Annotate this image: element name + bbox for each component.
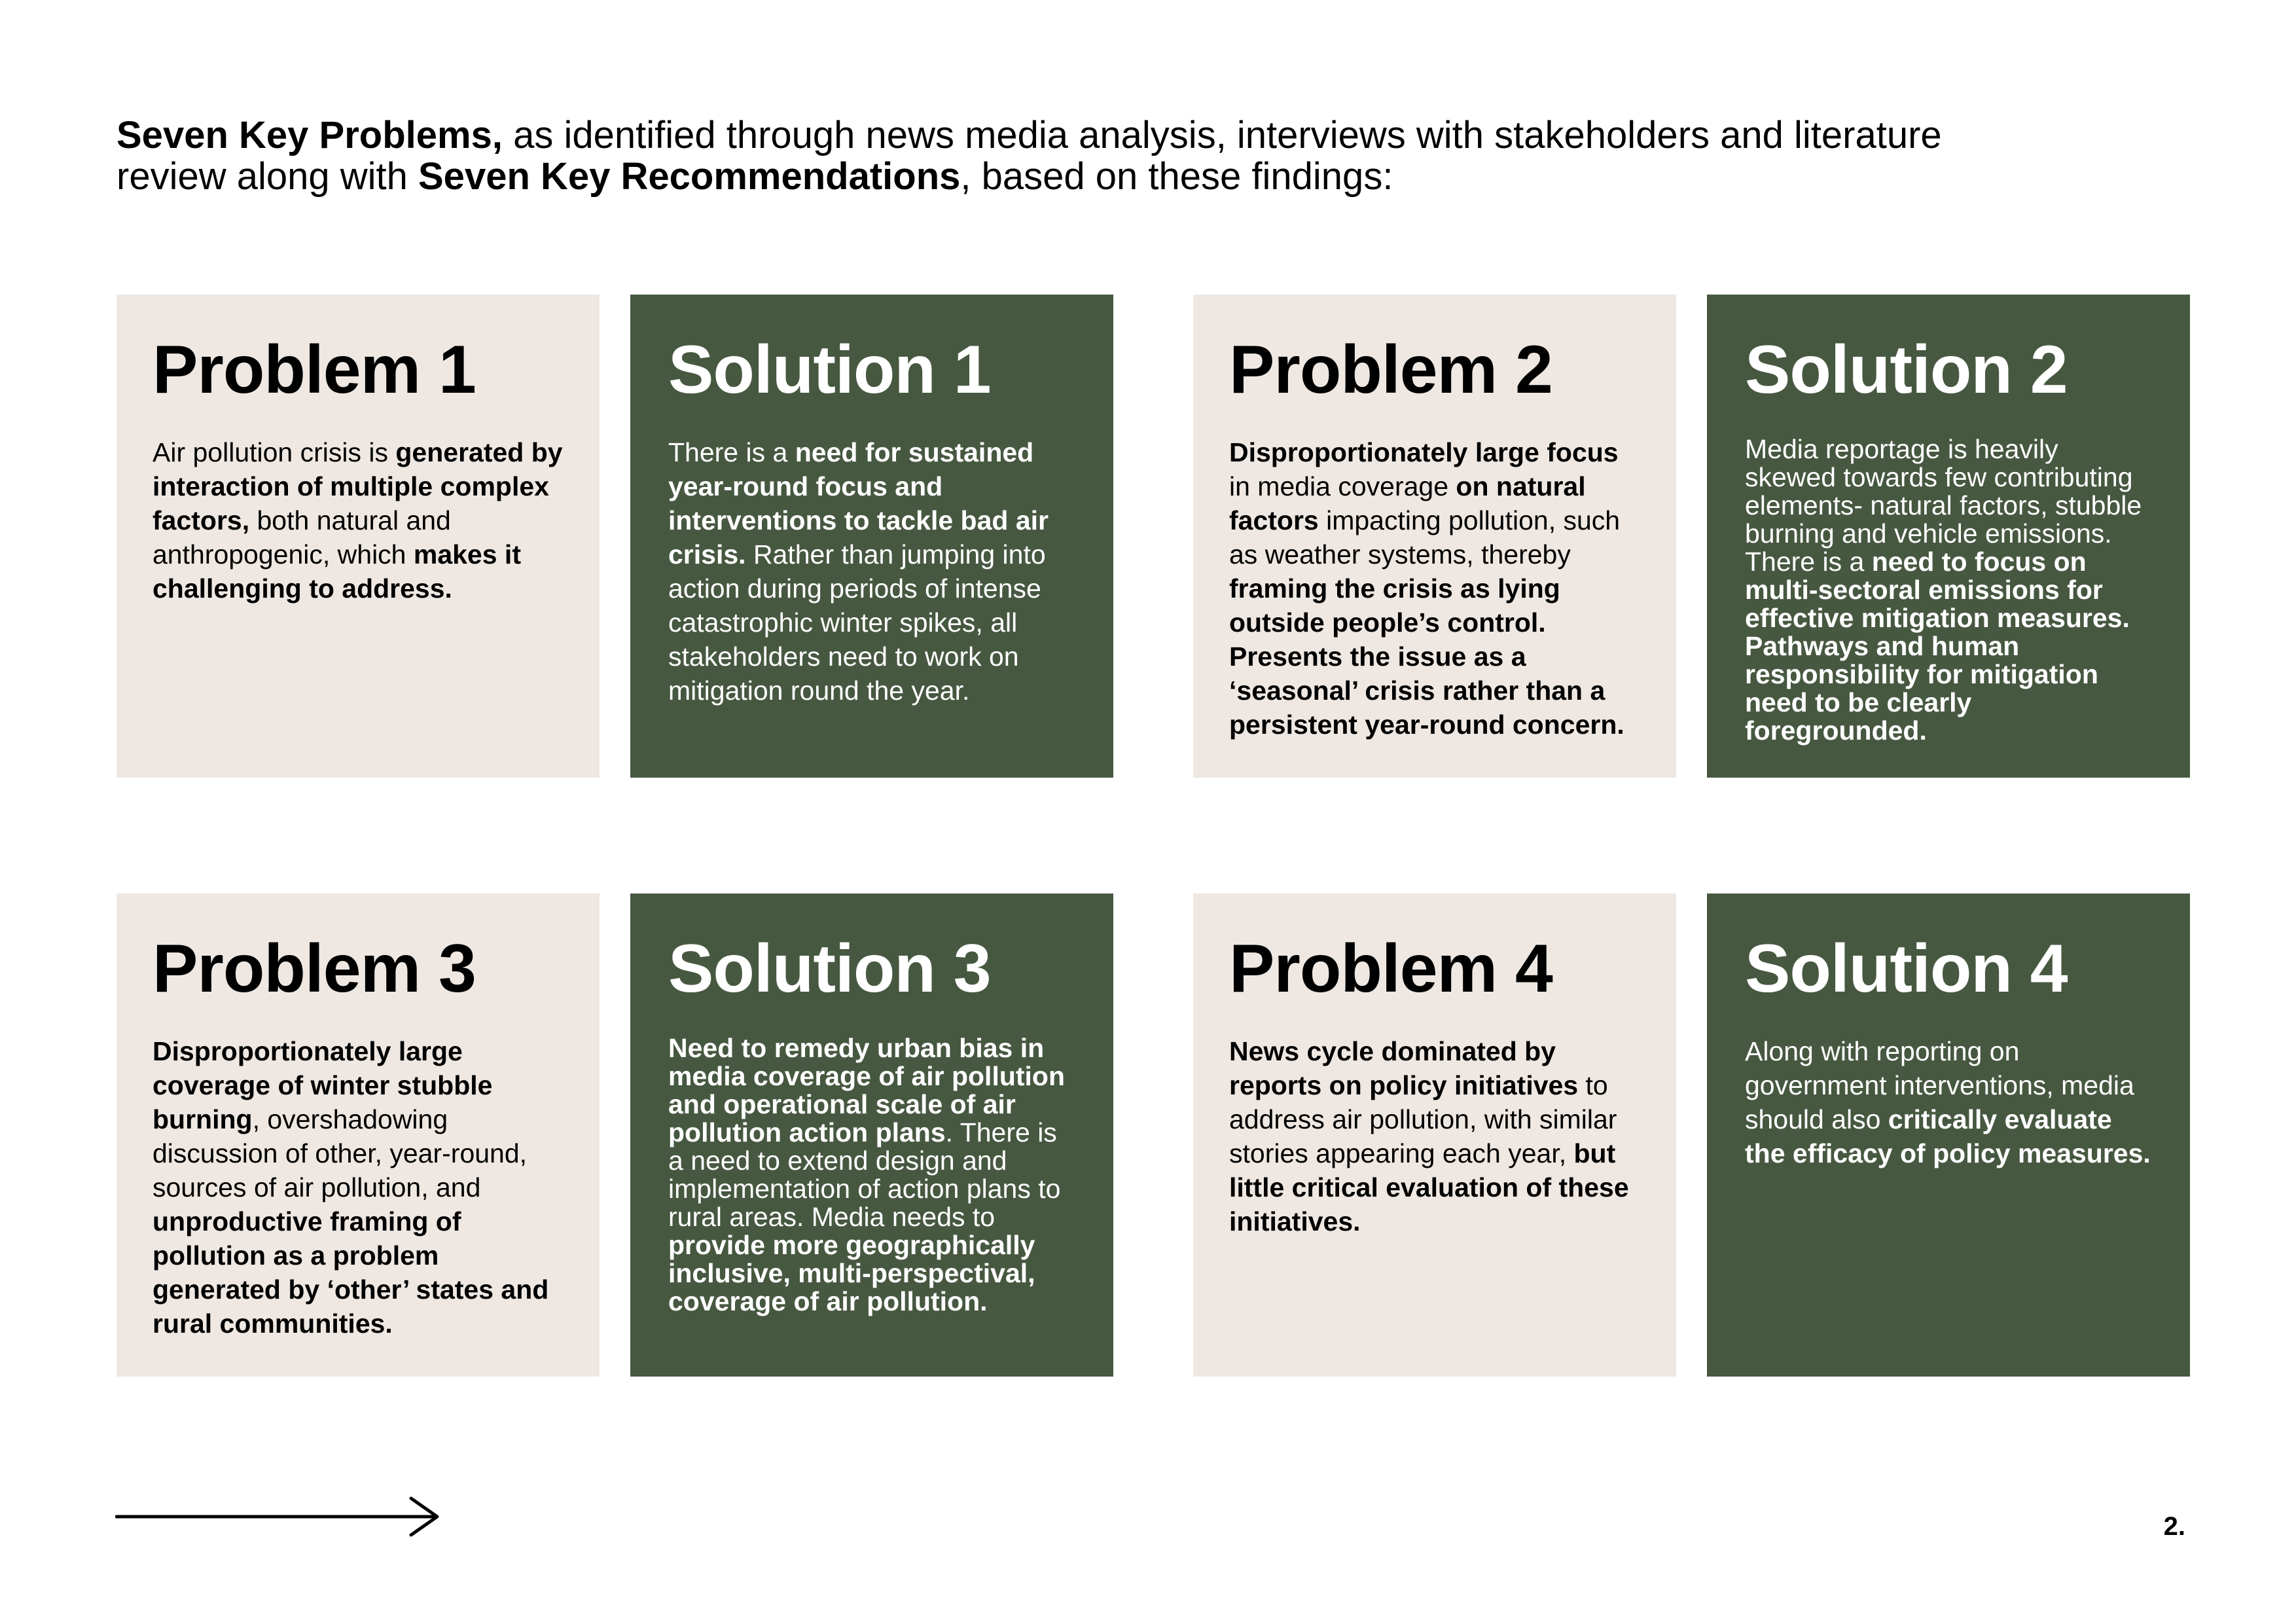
body-text: There is a <box>668 437 795 467</box>
body-text: Rather than jumping into action during periods of intense catastrophic winter spikes, all stakeholders need to work on mitigation round the year. <box>668 539 1046 706</box>
problem-1-card <box>117 295 600 778</box>
problem-4-body <box>1229 1034 1640 1238</box>
intro-text-part: as identified through news media analysis, interviews with stakeholders and literature review along with <box>117 114 1942 198</box>
solution-1-body <box>668 435 1077 708</box>
solution-4-card <box>1707 893 2190 1377</box>
solution-1-card <box>630 295 1113 778</box>
intro-text-part: , based on these findings: <box>960 155 1393 198</box>
body-text-bold: generated by interaction of multiple complex factors, <box>152 437 563 535</box>
solution-3-title: Solution 3 <box>668 931 991 1007</box>
body-text-bold: Need to remedy urban bias in media coverage of air pollution and operational scale of air pollution action plans <box>668 1033 1066 1147</box>
solution-2-title: Solution 2 <box>1745 332 2068 408</box>
body-text-bold: need for sustained year-round focus and interventions to tackle bad air crisis. <box>668 437 1049 569</box>
body-text-bold: Disproportionately large coverage of winter stubble burning <box>152 1036 493 1134</box>
intro-strong-problems: Seven Key Problems, <box>117 114 503 156</box>
body-text: impacting pollution, such as weather systems, thereby <box>1229 505 1621 569</box>
body-text-bold: need to focus on multi-sectoral emissions for effective mitigation measures. Pathways and human responsibility for mitigation need to be clearly foregrounded. <box>1745 547 2130 746</box>
solution-4-body <box>1745 1034 2154 1170</box>
body-text-bold: unproductive framing of pollution as a problem generated by ‘other’ states and rural communities. <box>152 1206 549 1339</box>
problem-3-body <box>152 1034 564 1341</box>
body-text-bold: Disproportionately large focus <box>1229 437 1619 467</box>
problem-2-card <box>1193 295 1676 778</box>
problem-4-card <box>1193 893 1676 1377</box>
body-text-bold: but little critical evaluation of these initiatives. <box>1229 1138 1629 1236</box>
body-text: Along with reporting on government interventions, media should also <box>1745 1036 2134 1134</box>
body-text: Air pollution crisis is <box>152 437 396 467</box>
problem-1-body <box>152 435 564 605</box>
body-text-bold: News cycle dominated by reports on policy initiatives <box>1229 1036 1579 1100</box>
solution-2-body <box>1745 435 2154 745</box>
intro-text <box>117 115 2015 197</box>
body-text: Media reportage is heavily skewed towards few contributing elements- natural factors, stubble burning and vehicle emissions. There is a <box>1745 434 2142 577</box>
intro-strong-recommendations: Seven Key Recommendations <box>418 155 961 198</box>
problem-1-title: Problem 1 <box>152 332 476 408</box>
problem-2-body <box>1229 435 1640 742</box>
solution-4-title: Solution 4 <box>1745 931 2068 1007</box>
body-text-bold: provide more geographically inclusive, multi-perspectival, coverage of air pollution. <box>668 1230 1035 1316</box>
problem-3-card <box>117 893 600 1377</box>
body-text-bold: critically evaluate the efficacy of policy measures. <box>1745 1104 2151 1168</box>
solution-3-card <box>630 893 1113 1377</box>
page-number: 2. <box>2163 1512 2185 1541</box>
body-text: to address air pollution, with similar stories appearing each year, <box>1229 1070 1617 1168</box>
solution-2-card <box>1707 295 2190 778</box>
body-text-bold: makes it challenging to address. <box>152 539 521 604</box>
problem-2-title: Problem 2 <box>1229 332 1552 408</box>
body-text-bold: framing the crisis as lying outside people’s control. Presents the issue as a ‘seasonal’ crisis rather than a persistent year-round concern. <box>1229 573 1624 740</box>
problem-3-title: Problem 3 <box>152 931 476 1007</box>
problem-4-title: Problem 4 <box>1229 931 1552 1007</box>
solution-1-title: Solution 1 <box>668 332 991 408</box>
body-text-bold: on natural factors <box>1229 471 1586 535</box>
body-text: in media coverage <box>1229 471 1456 501</box>
body-text: . There is a need to extend design and implementation of action plans to rural areas. Media needs to <box>668 1117 1061 1232</box>
body-text: , overshadowing discussion of other, year-round, sources of air pollution, and <box>152 1104 528 1202</box>
arrow-right-icon <box>115 1494 442 1540</box>
solution-3-body <box>668 1034 1077 1316</box>
body-text: both natural and anthropogenic, which <box>152 505 451 569</box>
